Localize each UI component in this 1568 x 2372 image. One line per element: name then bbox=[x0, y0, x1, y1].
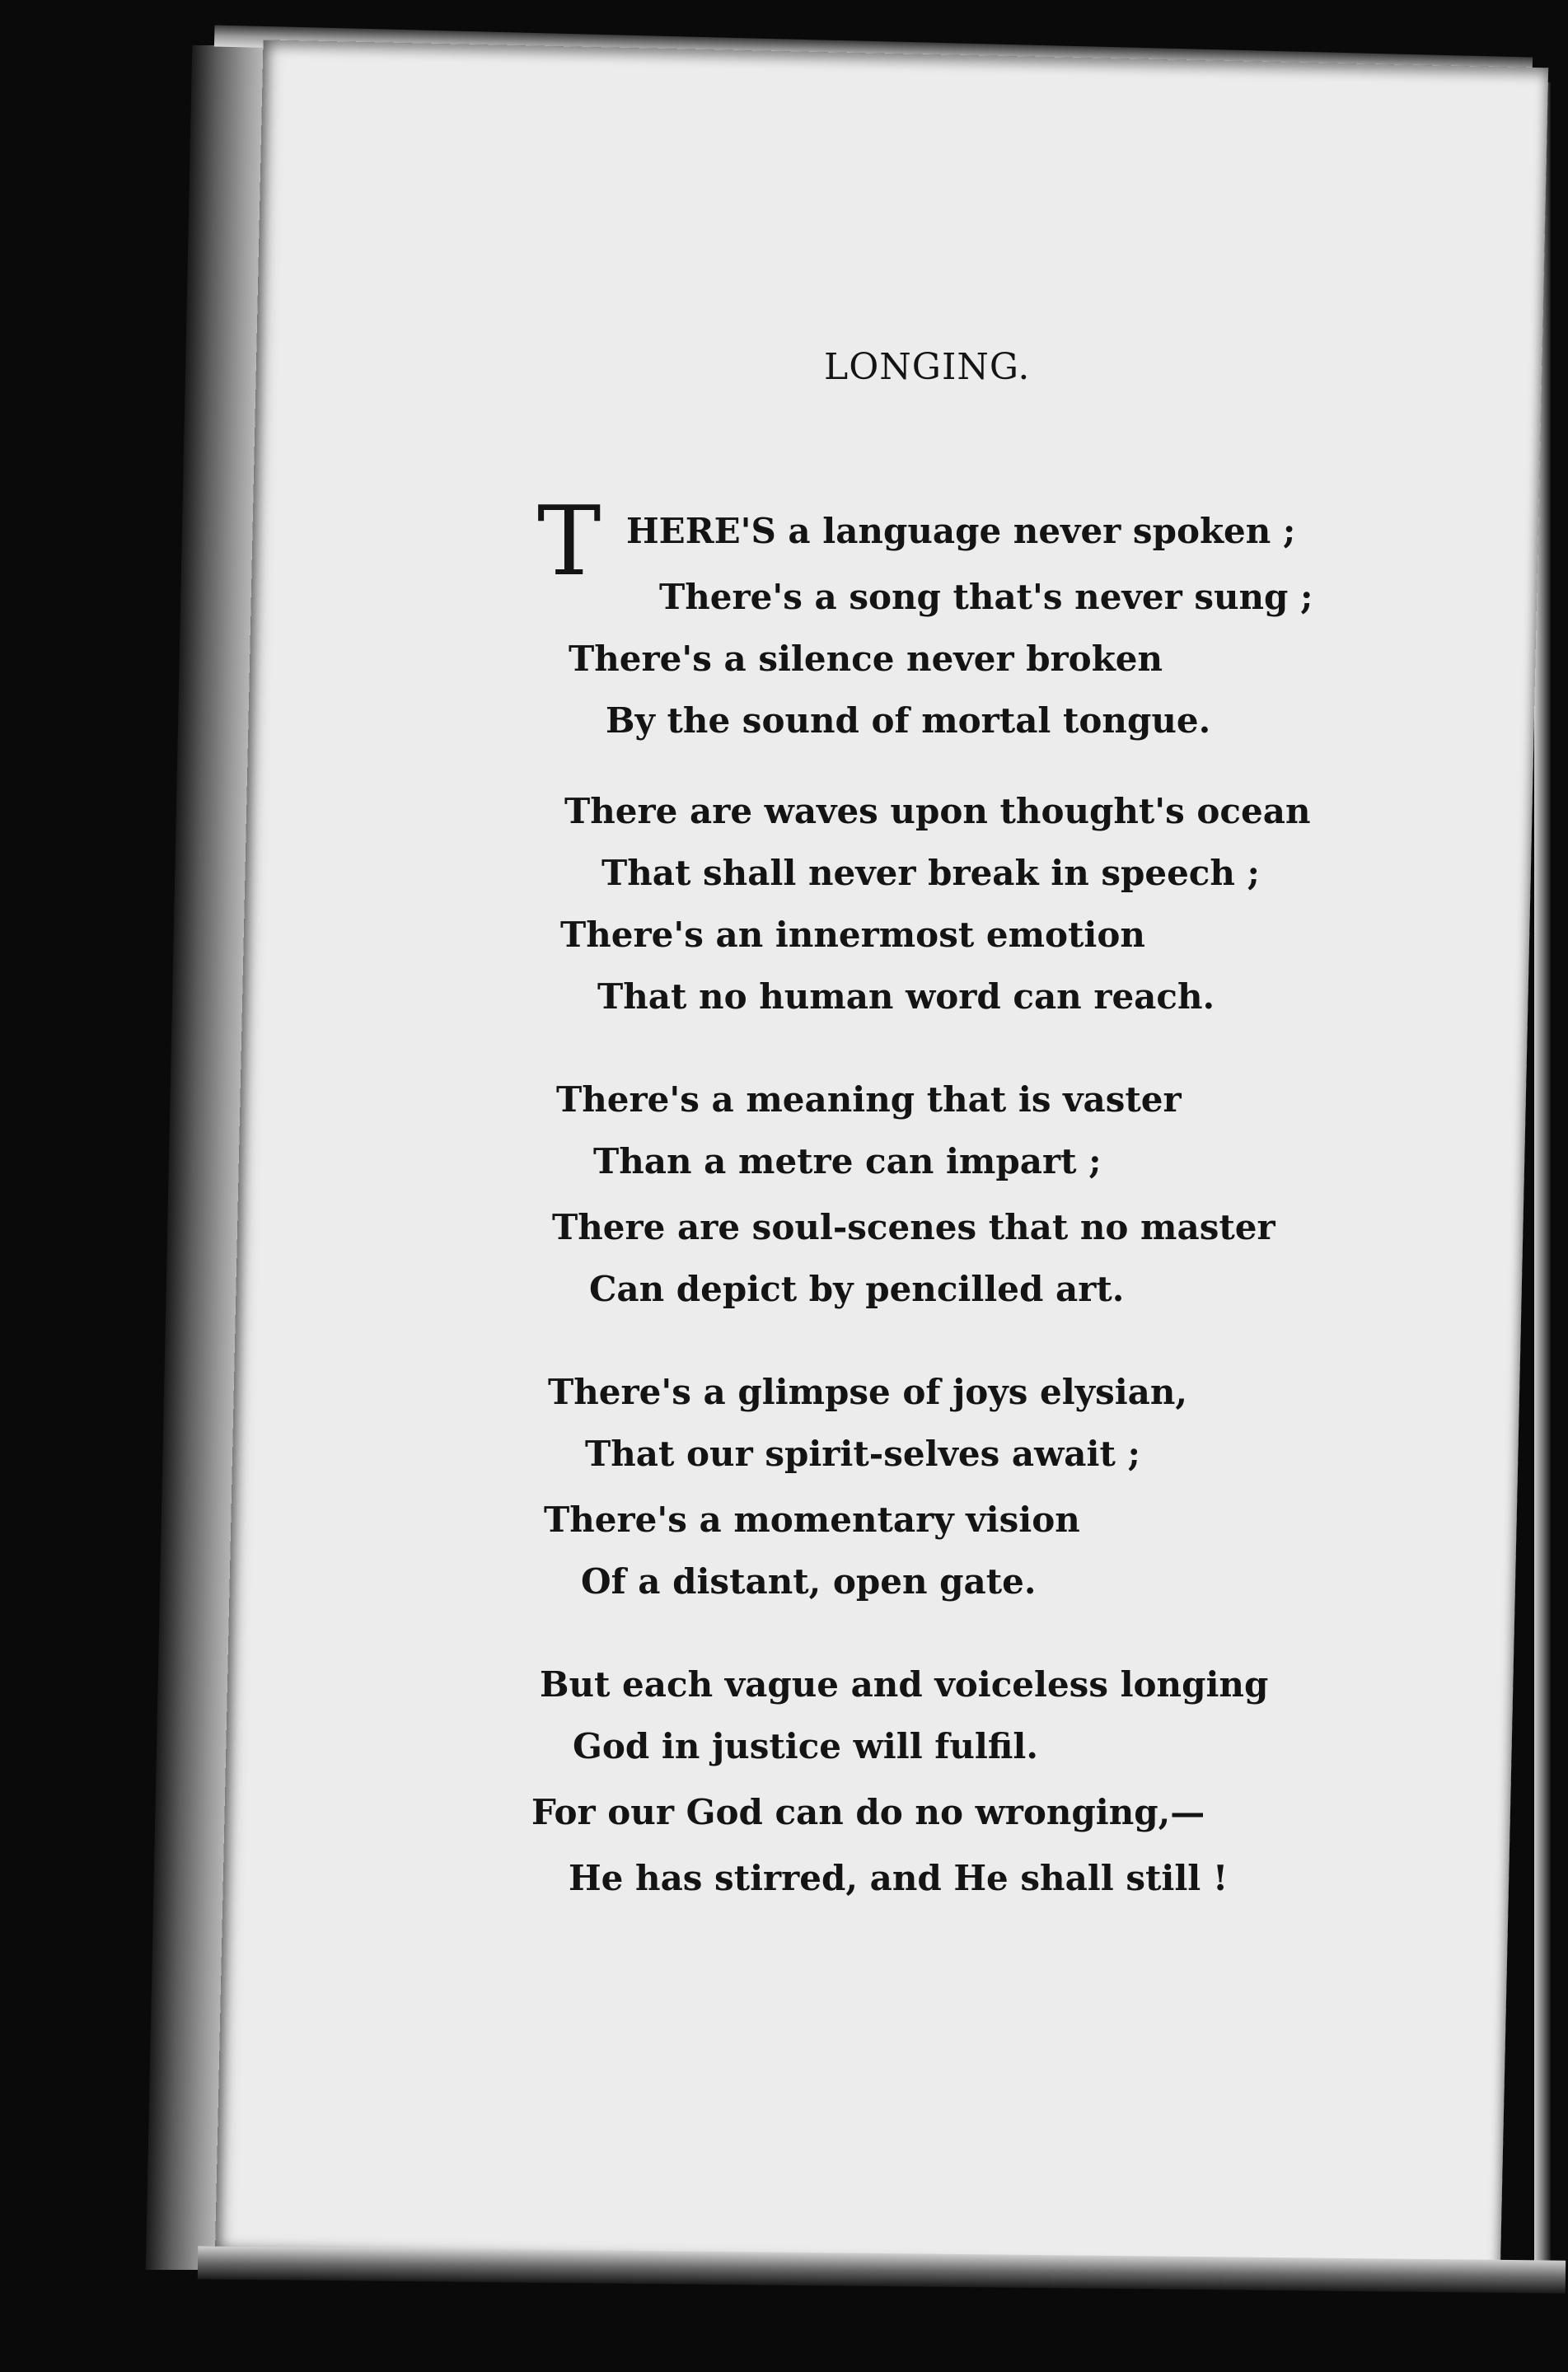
poem-line: There are soul-scenes that no master bbox=[552, 1207, 1275, 1247]
poem-line: There are waves upon thought's ocean bbox=[564, 791, 1311, 831]
poem-line: By the sound of mortal tongue. bbox=[606, 700, 1211, 741]
poem-line: He has stirred, and He shall still ! bbox=[569, 1858, 1229, 1898]
poem-line: That shall never break in speech ; bbox=[601, 853, 1261, 893]
drop-cap-letter: T bbox=[537, 486, 601, 597]
poem-line: For our God can do no wronging,— bbox=[531, 1792, 1205, 1832]
poem-line: There's a song that's never sung ; bbox=[659, 577, 1313, 617]
poem-line: There's a meaning that is vaster bbox=[556, 1079, 1182, 1120]
poem-line: Of a distant, open gate. bbox=[581, 1561, 1037, 1602]
poem-line: HERE'S a language never spoken ; bbox=[626, 511, 1296, 551]
poem-line: There's an innermost emotion bbox=[560, 915, 1145, 955]
poem-title: LONGING. bbox=[824, 346, 1031, 388]
poem-line: There's a momentary vision bbox=[544, 1499, 1080, 1540]
poem-line: That our spirit-selves await ; bbox=[585, 1434, 1140, 1474]
poem-line: Can depict by pencilled art. bbox=[589, 1269, 1125, 1309]
poem-line: There's a silence never broken bbox=[569, 639, 1163, 679]
poem-line: But each vague and voiceless longing bbox=[540, 1664, 1269, 1705]
poem-line: There's a glimpse of joys elysian, bbox=[548, 1372, 1188, 1412]
poem-line: That no human word can reach. bbox=[597, 976, 1215, 1017]
poem-line: God in justice will fulfil. bbox=[573, 1726, 1038, 1766]
poem-line: Than a metre can impart ; bbox=[593, 1141, 1102, 1181]
